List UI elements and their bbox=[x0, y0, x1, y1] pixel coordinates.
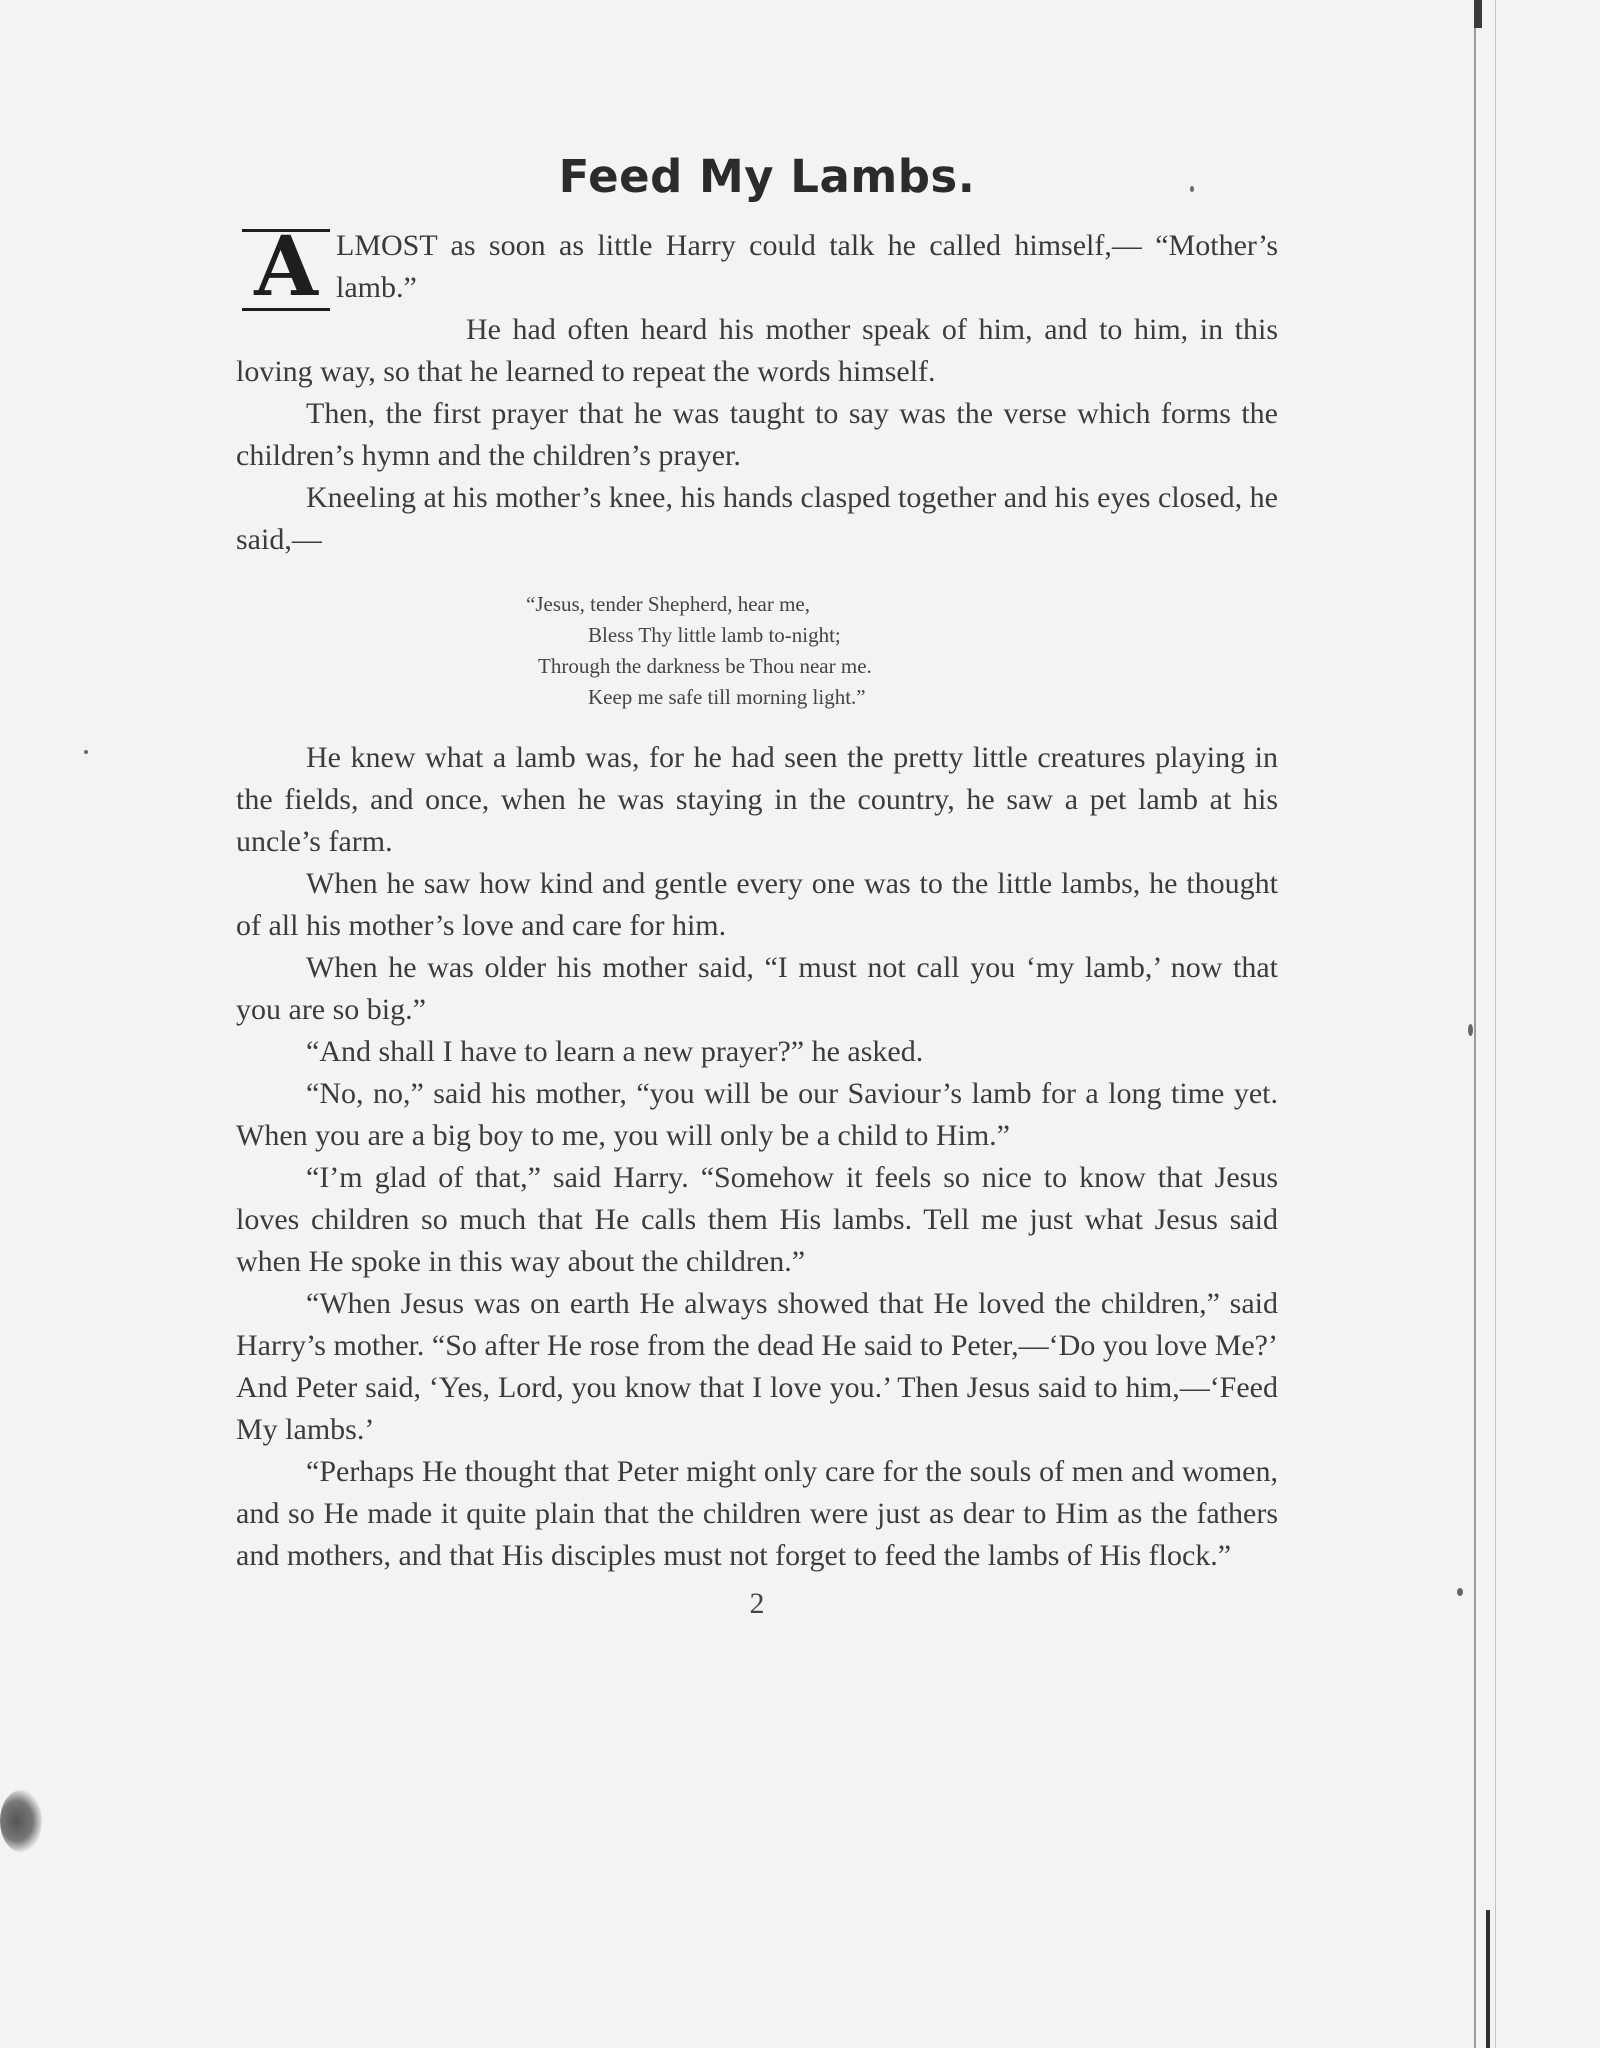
page-title: Feed My Lambs. bbox=[558, 150, 976, 203]
opening-paragraph bbox=[236, 219, 1278, 315]
dust-speck bbox=[84, 750, 88, 754]
article bbox=[236, 150, 1278, 1621]
prayer-verse bbox=[236, 589, 1278, 713]
page-number: 2 bbox=[749, 1587, 765, 1620]
ink-blot bbox=[0, 1790, 42, 1852]
paragraph: “And shall I have to learn a new prayer?” he asked. bbox=[306, 1035, 924, 1068]
binding-edge-inner bbox=[1495, 0, 1496, 2048]
binding-edge bbox=[1474, 0, 1476, 2048]
paragraph: “No, no,” said his mother, “you will be our Saviour’s lamb for a long time yet. When you are a big boy to me, you will only be a child to Him.” bbox=[236, 1077, 1278, 1152]
opening-text: LMOST as soon as little Harry could talk he called himself,— “Mother’s lamb.” bbox=[336, 229, 1278, 304]
paragraph: “Perhaps He thought that Peter might only care for the souls of men and women, and so He made it quite plain that the children were just as dear to Him as the fathers and mothers, and that His disciples must not forget to feed the lambs of His flock.” bbox=[236, 1455, 1278, 1572]
paragraph: Then, the first prayer that he was taught to say was the verse which forms the children’s hymn and the children’s prayer. bbox=[236, 397, 1278, 472]
dust-speck bbox=[1457, 1588, 1463, 1596]
verse-line: “Jesus, tender Shepherd, hear me, bbox=[526, 592, 810, 616]
paragraph: When he saw how kind and gentle every one was to the little lambs, he thought of all his mother’s love and care for him. bbox=[236, 867, 1278, 942]
dust-speck bbox=[1468, 1024, 1473, 1036]
paragraph: He had often heard his mother speak of him, and to him, in this loving way, so that he learned to repeat the words himself. bbox=[236, 313, 1278, 388]
drop-cap: A bbox=[242, 229, 330, 311]
binding-clip-bottom bbox=[1486, 1910, 1490, 2048]
verse-line: Through the darkness be Thou near me. bbox=[538, 654, 872, 678]
paragraph: Kneeling at his mother’s knee, his hands clasped together and his eyes closed, he said,— bbox=[236, 481, 1278, 556]
binding-clip-top bbox=[1474, 0, 1482, 28]
verse-line: Bless Thy little lamb to-night; bbox=[588, 623, 841, 647]
paragraph: When he was older his mother said, “I must not call you ‘my lamb,’ now that you are so big.” bbox=[236, 951, 1278, 1026]
verse-line: Keep me safe till morning light.” bbox=[588, 685, 866, 709]
paragraph: “I’m glad of that,” said Harry. “Somehow it feels so nice to know that Jesus loves children so much that He calls them His lambs. Tell me just what Jesus said when He spoke in this way about the children.” bbox=[236, 1161, 1278, 1278]
paragraph: “When Jesus was on earth He always showed that He loved the children,” said Harry’s mother. “So after He rose from the dead He said to Peter,—‘Do you love Me?’ And Peter said, ‘Yes, Lord, you know that I love you.’ Then Jesus said to him,—‘Feed My lambs.’ bbox=[236, 1287, 1278, 1446]
paragraph: He knew what a lamb was, for he had seen the pretty little creatures playing in the fields, and once, when he was staying in the country, he saw a pet lamb at his uncle’s farm. bbox=[236, 741, 1278, 858]
